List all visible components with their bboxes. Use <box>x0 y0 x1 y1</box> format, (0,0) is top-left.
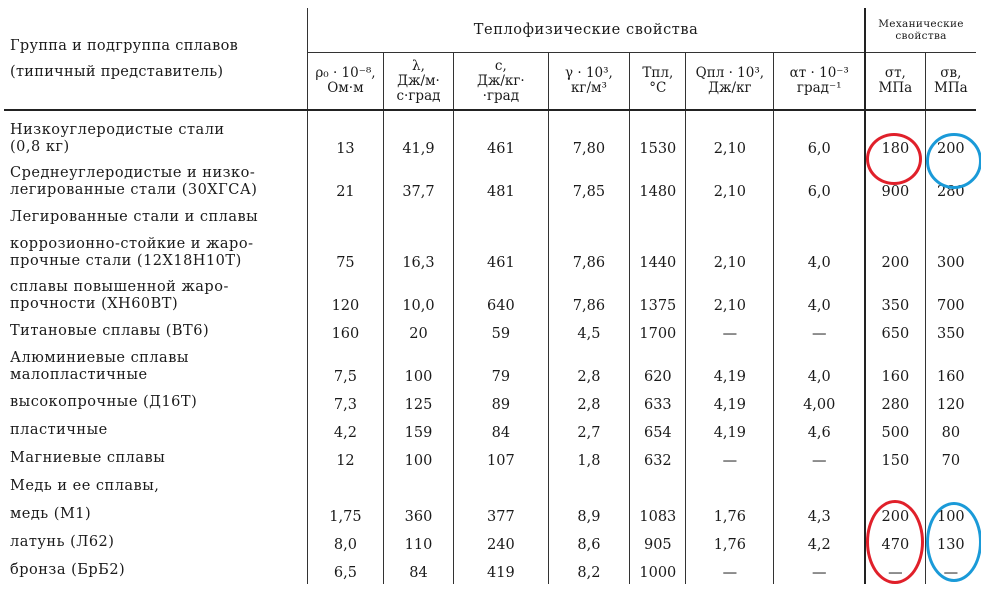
table-row <box>4 160 976 203</box>
value-cell <box>383 472 453 500</box>
value-cell <box>686 472 774 500</box>
value-cell <box>774 203 865 231</box>
value-cell: 500 <box>865 416 925 444</box>
value-cell: 8,9 <box>548 500 630 528</box>
value-cell: 79 <box>454 345 548 388</box>
alloy-name: Низкоуглеродистые стали <box>10 121 225 138</box>
value-cell: 160 <box>865 345 925 388</box>
value-cell: 1440 <box>630 231 686 274</box>
column-header <box>308 53 384 111</box>
table-row <box>4 317 976 345</box>
value-cell: — <box>774 444 865 472</box>
value-cell: 12 <box>308 444 384 472</box>
value-cell <box>774 472 865 500</box>
column-header-line2: град⁻¹ <box>796 80 842 96</box>
value-cell: 2,10 <box>686 231 774 274</box>
column-header-line2: МПа <box>934 80 968 96</box>
value-cell: 7,86 <box>548 274 630 317</box>
alloy-name-cell <box>4 444 308 472</box>
alloy-name-cell <box>4 528 308 556</box>
value-cell <box>383 203 453 231</box>
value-cell: — <box>774 317 865 345</box>
value-cell: 7,80 <box>548 110 630 160</box>
value-cell: 481 <box>454 160 548 203</box>
value-cell: 41,9 <box>383 110 453 160</box>
value-cell: 120 <box>308 274 384 317</box>
value-cell: 160 <box>308 317 384 345</box>
value-cell: 7,3 <box>308 388 384 416</box>
column-header-line2: Дж/кг <box>708 80 752 96</box>
column-header-line2: МПа <box>878 80 913 96</box>
value-cell: 4,0 <box>774 231 865 274</box>
value-cell: 700 <box>925 274 976 317</box>
alloy-name: коррозионно-стойкие и жаро- <box>10 235 254 252</box>
table-row <box>4 203 976 231</box>
value-cell: 21 <box>308 160 384 203</box>
value-cell: 13 <box>308 110 384 160</box>
table-row <box>4 444 976 472</box>
alloy-name: Алюминиевые сплавы <box>10 349 189 366</box>
value-cell <box>865 472 925 500</box>
value-cell: 1480 <box>630 160 686 203</box>
value-cell: 2,8 <box>548 388 630 416</box>
value-cell: 120 <box>925 388 976 416</box>
value-cell: 905 <box>630 528 686 556</box>
value-cell: 100 <box>383 444 453 472</box>
column-header <box>686 53 774 111</box>
alloy-name: латунь (Л62) <box>10 533 115 550</box>
table-row <box>4 110 976 160</box>
alloy-name-cell <box>4 388 308 416</box>
thermo-properties-header: Теплофизические свойства <box>308 8 865 53</box>
value-cell: 2,7 <box>548 416 630 444</box>
alloy-name-cell <box>4 472 308 500</box>
value-cell <box>630 203 686 231</box>
value-cell: 8,2 <box>548 556 630 584</box>
alloy-name: Медь и ее сплавы, <box>10 477 160 494</box>
alloy-properties-table <box>4 8 976 584</box>
value-cell <box>308 203 384 231</box>
value-cell: 350 <box>865 274 925 317</box>
table-row <box>4 556 976 584</box>
alloy-name-cell <box>4 500 308 528</box>
value-cell: 620 <box>630 345 686 388</box>
value-cell: 461 <box>454 110 548 160</box>
value-cell: 900 <box>865 160 925 203</box>
value-cell: 2,10 <box>686 160 774 203</box>
value-cell: 1,76 <box>686 528 774 556</box>
alloy-name-cell <box>4 345 308 388</box>
value-cell: — <box>686 444 774 472</box>
value-cell <box>925 203 976 231</box>
value-cell: 350 <box>925 317 976 345</box>
value-cell: 632 <box>630 444 686 472</box>
alloy-name: пластичные <box>10 421 108 438</box>
value-cell: 125 <box>383 388 453 416</box>
value-cell: 6,0 <box>774 110 865 160</box>
value-cell: 2,8 <box>548 345 630 388</box>
alloy-name-line2: малопластичные <box>10 366 148 383</box>
value-cell <box>548 472 630 500</box>
value-cell: 240 <box>454 528 548 556</box>
value-cell: 20 <box>383 317 453 345</box>
column-header <box>925 53 976 111</box>
table-row <box>4 472 976 500</box>
value-cell: 4,19 <box>686 345 774 388</box>
value-cell <box>454 472 548 500</box>
value-cell: 633 <box>630 388 686 416</box>
mech-properties-header <box>865 8 976 53</box>
value-cell: 4,6 <box>774 416 865 444</box>
column-header-line1: σт, <box>884 65 906 81</box>
value-cell: 16,3 <box>383 231 453 274</box>
value-cell <box>548 203 630 231</box>
value-cell: 2,10 <box>686 110 774 160</box>
column-header <box>454 53 548 111</box>
value-cell: 4,0 <box>774 345 865 388</box>
column-header <box>865 53 925 111</box>
alloy-name-cell <box>4 231 308 274</box>
column-header-line1: c, <box>494 57 507 74</box>
column-header <box>774 53 865 111</box>
value-cell: 1,76 <box>686 500 774 528</box>
column-header <box>548 53 630 111</box>
value-cell: 1700 <box>630 317 686 345</box>
value-cell: 8,6 <box>548 528 630 556</box>
table-row <box>4 388 976 416</box>
value-cell: — <box>865 556 925 584</box>
alloy-name: высокопрочные (Д16Т) <box>10 393 198 410</box>
value-cell: 10,0 <box>383 274 453 317</box>
value-cell: 107 <box>454 444 548 472</box>
value-cell: 100 <box>925 500 976 528</box>
alloy-name: Легированные стали и сплавы <box>10 208 259 225</box>
value-cell: 654 <box>630 416 686 444</box>
group-column-header <box>4 8 308 110</box>
value-cell: 7,85 <box>548 160 630 203</box>
column-header-line1: αт · 10⁻³ <box>789 65 849 81</box>
value-cell: — <box>774 556 865 584</box>
value-cell: 4,5 <box>548 317 630 345</box>
value-cell: 1,75 <box>308 500 384 528</box>
value-cell: 150 <box>865 444 925 472</box>
value-cell: 280 <box>925 160 976 203</box>
column-header-line1: λ, <box>412 57 425 74</box>
column-header-line1: ρ₀ · 10⁻⁸, <box>315 65 376 81</box>
value-cell: 360 <box>383 500 453 528</box>
column-header-line1: γ · 10³, <box>565 65 613 81</box>
value-cell: 200 <box>925 110 976 160</box>
value-cell: 1000 <box>630 556 686 584</box>
value-cell: 1375 <box>630 274 686 317</box>
value-cell: 4,19 <box>686 416 774 444</box>
column-header-line3: с·град <box>396 87 441 104</box>
column-header-line2: Дж/м· <box>397 72 440 89</box>
column-header-line2: Дж/кг· <box>476 72 525 89</box>
value-cell: 6,0 <box>774 160 865 203</box>
column-header-line1: σв, <box>940 65 962 81</box>
value-cell: 1083 <box>630 500 686 528</box>
value-cell: 2,10 <box>686 274 774 317</box>
value-cell: 8,0 <box>308 528 384 556</box>
column-header-line2: Ом·м <box>327 80 364 96</box>
value-cell <box>865 203 925 231</box>
value-cell: — <box>686 556 774 584</box>
table-row <box>4 345 976 388</box>
alloy-name-cell <box>4 160 308 203</box>
value-cell: 80 <box>925 416 976 444</box>
column-header <box>383 53 453 111</box>
value-cell: 4,19 <box>686 388 774 416</box>
table-row <box>4 528 976 556</box>
alloy-name-cell <box>4 203 308 231</box>
value-cell: 640 <box>454 274 548 317</box>
value-cell: 84 <box>454 416 548 444</box>
value-cell: 37,7 <box>383 160 453 203</box>
value-cell: 7,86 <box>548 231 630 274</box>
value-cell: 75 <box>308 231 384 274</box>
alloy-name: сплавы повышенной жаро- <box>10 278 229 295</box>
value-cell: 4,0 <box>774 274 865 317</box>
alloy-name-line2: прочные стали (12Х18Н10Т) <box>10 252 242 269</box>
value-cell: 7,5 <box>308 345 384 388</box>
alloy-name: Титановые сплавы (ВТ6) <box>10 322 210 339</box>
value-cell: — <box>686 317 774 345</box>
column-header-line2: кг/м³ <box>570 80 607 96</box>
value-cell: 419 <box>454 556 548 584</box>
value-cell: 377 <box>454 500 548 528</box>
value-cell: 159 <box>383 416 453 444</box>
value-cell: 4,00 <box>774 388 865 416</box>
value-cell: — <box>925 556 976 584</box>
group-title-line2: (типичный представитель) <box>10 63 224 80</box>
value-cell: 200 <box>865 500 925 528</box>
value-cell: 650 <box>865 317 925 345</box>
alloy-name: Среднеуглеродистые и низко- <box>10 164 256 181</box>
value-cell: 1,8 <box>548 444 630 472</box>
value-cell: 280 <box>865 388 925 416</box>
value-cell: 461 <box>454 231 548 274</box>
alloy-name-cell <box>4 416 308 444</box>
value-cell <box>925 472 976 500</box>
value-cell: 4,2 <box>774 528 865 556</box>
alloy-name-line2: прочности (ХН60ВТ) <box>10 295 179 312</box>
column-header <box>630 53 686 111</box>
alloy-name-cell <box>4 274 308 317</box>
value-cell: 59 <box>454 317 548 345</box>
value-cell: 6,5 <box>308 556 384 584</box>
value-cell <box>308 472 384 500</box>
value-cell <box>454 203 548 231</box>
value-cell: 200 <box>865 231 925 274</box>
alloy-name-cell <box>4 317 308 345</box>
value-cell: 4,3 <box>774 500 865 528</box>
alloy-name: бронза (БрБ2) <box>10 561 126 578</box>
table-row <box>4 416 976 444</box>
group-title-line1: Группа и подгруппа сплавов <box>10 37 239 54</box>
value-cell: 4,2 <box>308 416 384 444</box>
alloy-name: Магниевые сплавы <box>10 449 166 466</box>
value-cell: 70 <box>925 444 976 472</box>
value-cell: 130 <box>925 528 976 556</box>
mech-title-line1: Механические <box>878 18 964 30</box>
alloy-name: медь (М1) <box>10 505 92 522</box>
alloy-name-line2: (0,8 кг) <box>10 138 70 155</box>
table-body <box>4 110 976 584</box>
value-cell: 1530 <box>630 110 686 160</box>
value-cell <box>630 472 686 500</box>
alloy-name-cell <box>4 110 308 160</box>
value-cell: 89 <box>454 388 548 416</box>
value-cell: 100 <box>383 345 453 388</box>
table-row <box>4 231 976 274</box>
table-row <box>4 500 976 528</box>
column-header-line1: Tпл, <box>642 65 674 81</box>
value-cell: 160 <box>925 345 976 388</box>
mech-title-line2: свойства <box>895 30 947 42</box>
value-cell <box>686 203 774 231</box>
column-header-line3: ·град <box>482 87 520 104</box>
value-cell: 84 <box>383 556 453 584</box>
value-cell: 470 <box>865 528 925 556</box>
alloy-name-cell <box>4 556 308 584</box>
value-cell: 300 <box>925 231 976 274</box>
column-header-line2: °C <box>649 80 667 96</box>
column-header-line1: Qпл · 10³, <box>695 65 765 81</box>
table-row <box>4 274 976 317</box>
value-cell: 180 <box>865 110 925 160</box>
alloy-name-line2: легированные стали (30ХГСА) <box>10 181 258 198</box>
value-cell: 110 <box>383 528 453 556</box>
